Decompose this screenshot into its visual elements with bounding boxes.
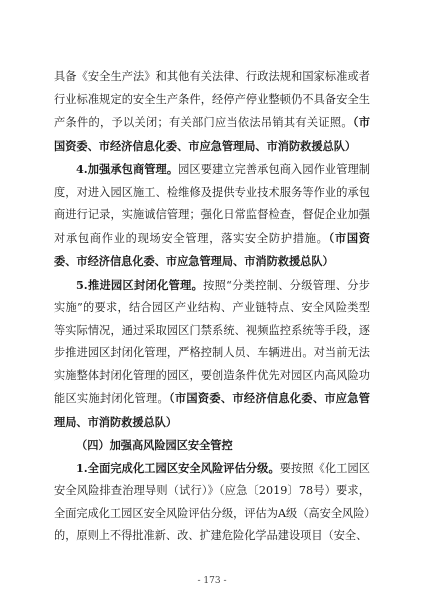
page-number: - 173 - xyxy=(197,576,227,586)
section-heading: （四）加强高风险园区安全管控 xyxy=(76,438,233,452)
item-heading: 5.推进园区封闭化管理。 xyxy=(76,277,204,292)
item-heading: 4.加强承包商管理。 xyxy=(76,162,179,176)
paragraph-text: 要按照《化工园区安全风险排查治理导则（试行）》（应急〔2019〕78号）要求，全面完成化工园区安全风险评估分级，评估为A级（高安全风险）的，原则上不得批准新、改、扩建危险化学品建设项目（安全、 xyxy=(54,461,370,542)
paragraph-text: 园区要建立完善承包商入园作业管理制度，对进入园区施工、检维修及提供专业技术服务等作业的承包商进行记录，实施诚信管理；强化日常监督检查，督促企业加强对承包商作业的现场安全管理，落实安全防护措施。 xyxy=(54,163,370,245)
paragraph-text: 按照“分类控制、分级管理、分步实施”的要求，结合园区产业结构、产业链特点、安全风险类型等实际情况，通过采取园区门禁系统、视频监控系统等手段，逐步推进园区封闭化管理，严格控制人员、车辆进出。对当前无法实施整体封闭化管理的园区，要创造条件优先对园区内高风险功能区实施封闭化管理。 xyxy=(54,278,370,405)
paragraph xyxy=(54,66,370,158)
paragraph xyxy=(54,158,370,274)
responsible-agencies: （市国资委、市经济信息化委、市应急管理局、市消防救援总队） xyxy=(54,230,370,268)
responsible-agencies: （市国资委、市经济信息化委、市应急管理局、市消防救援总队） xyxy=(54,115,370,153)
paragraph xyxy=(54,457,370,548)
document-body xyxy=(54,66,370,548)
paragraph-text: 具备《安全生产法》和其他有关法律、行政法规和国家标准或者行业标准规定的安全生产条件，经停产停业整顿仍不具备安全生产条件的，予以关闭；有关部门应当依法吊销其有关证照。 xyxy=(54,70,370,129)
item-heading: 1.全面完成化工园区安全风险评估分级。 xyxy=(76,460,280,475)
paragraph xyxy=(54,274,370,435)
responsible-agencies: （市国资委、市经济信息化委、市应急管理局、市消防救援总队） xyxy=(54,391,370,429)
